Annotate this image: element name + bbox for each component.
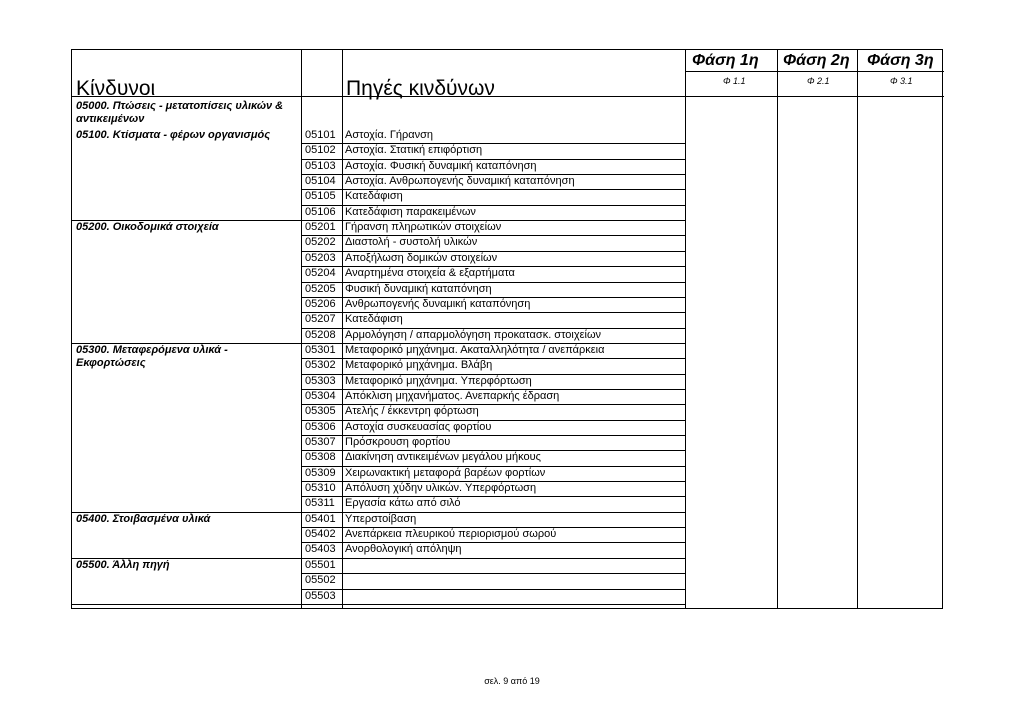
source-description: Πρόσκρουση φορτίου xyxy=(345,436,451,448)
row-rule xyxy=(301,589,685,590)
phase-1-header: Φάση 1η xyxy=(692,52,759,69)
source-code: 05311 xyxy=(305,497,335,510)
phase-3-sub: Φ 3.1 xyxy=(890,76,913,86)
source-code: 05502 xyxy=(305,574,336,587)
source-code: 05106 xyxy=(305,205,336,218)
source-description: Γήρανση πληρωτικών στοιχείων xyxy=(345,221,502,234)
source-code: 05102 xyxy=(305,144,336,157)
source-description: Υπερστοίβαση xyxy=(345,512,417,525)
source-code: 05201 xyxy=(305,221,336,234)
source-code: 05207 xyxy=(305,313,336,326)
risk-category: 05100. Κτίσματα - φέρων οργανισμός xyxy=(76,129,271,141)
source-description: Διαστολή - συστολή υλικών xyxy=(345,236,478,249)
page-footer: σελ. 9 από 19 xyxy=(484,676,540,686)
source-code: 05308 xyxy=(305,451,336,464)
source-code: 05306 xyxy=(305,420,336,433)
source-description: Αστοχία. Στατική επιφόρτιση xyxy=(345,144,483,157)
source-description: Μεταφορικό μηχάνημα. Ακαταλληλότητα / ανεπάρκεια xyxy=(345,343,605,356)
col-divider-code xyxy=(301,50,302,608)
source-description: Εργασία κάτω από σιλό xyxy=(345,497,461,510)
source-code: 05402 xyxy=(305,528,336,541)
source-code: 05307 xyxy=(305,436,336,448)
source-description: Μεταφορικό μηχάνημα. Βλάβη xyxy=(345,359,493,372)
source-code: 05208 xyxy=(305,328,336,341)
risk-category: 05500. Άλλη πηγή xyxy=(76,558,170,571)
source-code: 05101 xyxy=(305,129,336,141)
risk-category: 05200. Οικοδομικά στοιχεία xyxy=(76,221,219,234)
source-description: Αναρτημένα στοιχεία & εξαρτήματα xyxy=(345,267,515,280)
source-description: Αστοχία συσκευασίας φορτίου xyxy=(345,420,492,433)
phase-3-header: Φάση 3η xyxy=(867,52,934,69)
source-description: Απόλυση χύδην υλικών. Υπερφόρτωση xyxy=(345,482,537,495)
source-code: 05305 xyxy=(305,405,336,418)
source-code: 05401 xyxy=(305,512,336,525)
source-code: 05103 xyxy=(305,159,336,172)
source-description: Αστοχία. Φυσική δυναμική καταπόνηση xyxy=(345,159,537,172)
source-description: Αστοχία. Γήρανση xyxy=(345,129,434,141)
source-code: 05301 xyxy=(305,343,336,356)
source-code: 05310 xyxy=(305,482,336,495)
source-code: 05304 xyxy=(305,389,336,402)
source-code: 05203 xyxy=(305,251,336,264)
row-rule xyxy=(301,604,685,605)
source-description: Αστοχία. Ανθρωπογενής δυναμική καταπόνηση xyxy=(345,175,575,188)
source-code: 05309 xyxy=(305,466,336,479)
source-code: 05202 xyxy=(305,236,336,249)
source-description: Κατεδάφιση xyxy=(345,313,403,326)
phase-header-rule xyxy=(685,71,944,72)
source-code: 05205 xyxy=(305,282,336,295)
source-description: Ανθρωπογενής δυναμική καταπόνηση xyxy=(345,297,531,310)
source-description: Φυσική δυναμική καταπόνηση xyxy=(345,282,492,295)
source-code: 05204 xyxy=(305,267,336,280)
source-description: Αρμολόγηση / απαρμολόγηση προκατασκ. στοιχείων xyxy=(345,328,602,341)
row-rule xyxy=(301,573,685,574)
risks-header: Κίνδυνοι xyxy=(76,77,156,100)
source-description: Χειρωνακτική μεταφορά βαρέων φορτίων xyxy=(345,466,546,479)
source-code: 05105 xyxy=(305,190,336,203)
source-description: Ανεπάρκεια πλευρικού περιορισμού σωρού xyxy=(345,528,557,541)
source-description: Διακίνηση αντικειμένων μεγάλου μήκους xyxy=(345,451,541,464)
col-divider-phase2 xyxy=(777,50,778,608)
phase-2-header: Φάση 2η xyxy=(783,52,850,69)
source-description: Απόκλιση μηχανήματος. Ανεπαρκής έδραση xyxy=(345,389,560,402)
source-code: 05403 xyxy=(305,543,336,556)
source-description: Αποξήλωση δομικών στοιχείων xyxy=(345,251,498,264)
source-code: 05206 xyxy=(305,297,336,310)
group-rule xyxy=(72,604,301,605)
col-divider-phase1 xyxy=(685,50,686,608)
source-code: 05302 xyxy=(305,359,336,372)
source-code: 05303 xyxy=(305,374,336,387)
header-bottom-rule xyxy=(72,96,944,97)
source-code: 05501 xyxy=(305,558,336,571)
row-rule xyxy=(301,558,685,559)
risk-category: 05000. Πτώσεις - μετατοπίσεις υλικών & αντικειμένων xyxy=(76,100,284,125)
source-description: Μεταφορικό μηχάνημα. Υπερφόρτωση xyxy=(345,374,532,387)
risk-category: 05300. Μεταφερόμενα υλικά - Εκφορτώσεις xyxy=(76,343,228,369)
sources-header: Πηγές κινδύνων xyxy=(346,77,495,100)
source-description: Ατελής / έκκεντρη φόρτωση xyxy=(345,405,479,418)
phase-1-sub: Φ 1.1 xyxy=(723,76,746,86)
col-divider-phase3 xyxy=(857,50,858,608)
source-description: Ανορθολογική απόληψη xyxy=(345,543,462,556)
risk-table xyxy=(71,49,943,609)
source-description: Κατεδάφιση xyxy=(345,190,403,203)
phase-2-sub: Φ 2.1 xyxy=(807,76,830,86)
col-divider-desc xyxy=(342,50,343,608)
source-description: Κατεδάφιση παρακειμένων xyxy=(345,205,476,218)
risk-category: 05400. Στοιβασμένα υλικά xyxy=(76,512,211,525)
source-code: 05104 xyxy=(305,175,336,188)
source-code: 05503 xyxy=(305,589,336,602)
